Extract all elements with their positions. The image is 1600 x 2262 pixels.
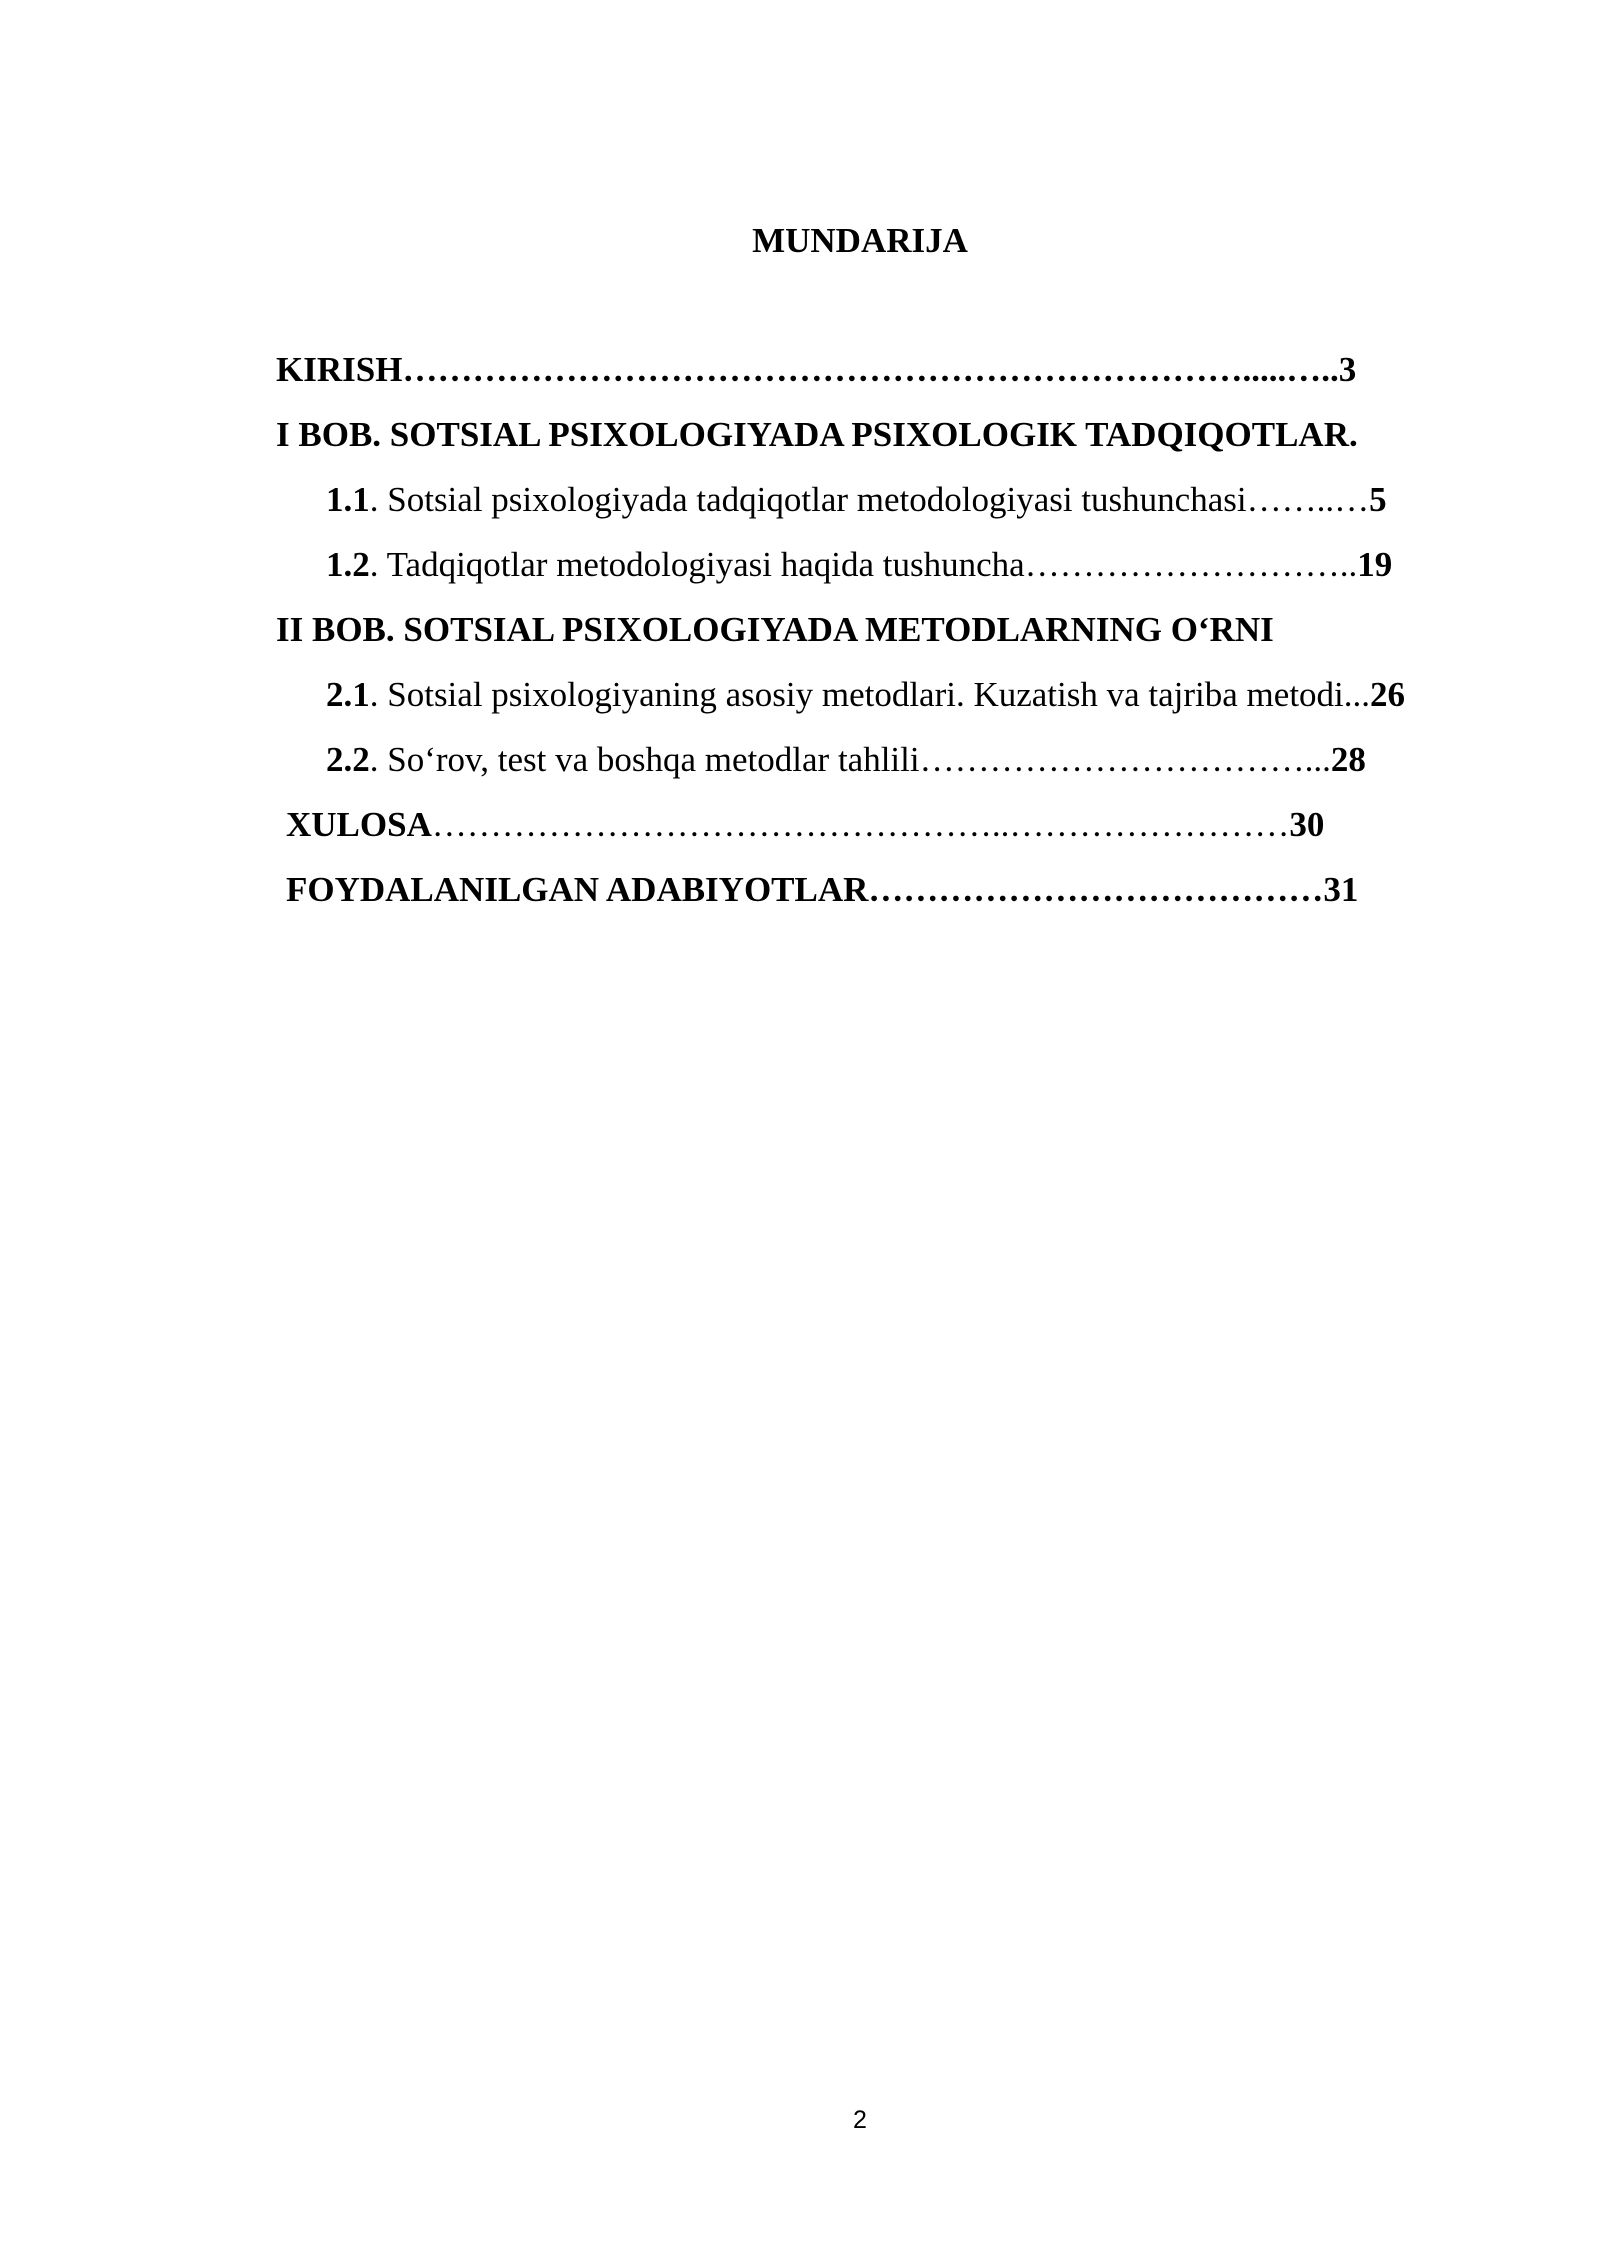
toc-section-2-1[interactable]: [326, 672, 1405, 718]
toc-entry-adabiyotlar[interactable]: [286, 867, 1358, 913]
toc-page: 28: [1330, 740, 1366, 779]
toc-page: 3: [1338, 350, 1357, 389]
toc-leader: ……………………………………………………………….....…..: [402, 350, 1339, 389]
toc-section-number: 1.1: [326, 480, 370, 519]
toc-page: 31: [1323, 870, 1359, 909]
toc-page: 30: [1289, 805, 1325, 844]
toc-page: 26: [1370, 675, 1406, 714]
toc-leader: ……………………………...: [919, 740, 1331, 779]
toc-label: II BOB. SOTSIAL PSIXOLOGIYADA METODLARNING O‘RNI: [276, 610, 1274, 649]
toc-leader: …………………………………………..……………………: [431, 805, 1290, 844]
toc-leader: ………………………..: [1024, 545, 1358, 584]
toc-section-number: 1.2: [326, 545, 370, 584]
toc-leader: ...: [1343, 675, 1371, 714]
toc-entry-kirish[interactable]: [276, 347, 1356, 393]
table-of-contents: [0, 347, 1600, 947]
page-title: MUNDARIJA: [752, 221, 968, 260]
toc-section-1-1[interactable]: [326, 477, 1387, 523]
toc-label: KIRISH: [276, 350, 403, 389]
toc-entry-xulosa[interactable]: [286, 802, 1324, 848]
toc-chapter-2[interactable]: [276, 607, 1274, 653]
toc-section-1-2[interactable]: [326, 542, 1392, 588]
toc-section-number: 2.2: [326, 740, 370, 779]
toc-section-text: . So‘rov, test va boshqa metodlar tahlili: [369, 740, 920, 779]
toc-leader: …………………………………: [868, 870, 1324, 909]
toc-label: XULOSA: [286, 805, 432, 844]
toc-section-2-2[interactable]: [326, 737, 1366, 783]
toc-page: 19: [1357, 545, 1393, 584]
page-number: 2: [853, 2106, 867, 2134]
toc-label: I BOB. SOTSIAL PSIXOLOGIYADA PSIXOLOGIK TADQIQOTLAR.: [276, 415, 1358, 454]
toc-section-text: . Tadqiqotlar metodologiyasi haqida tushuncha: [369, 545, 1025, 584]
toc-chapter-1[interactable]: [276, 412, 1358, 458]
toc-page: 5: [1369, 480, 1387, 519]
toc-label: FOYDALANILGAN ADABIYOTLAR: [286, 870, 869, 909]
toc-leader: ……..…: [1246, 480, 1370, 519]
toc-section-text: . Sotsial psixologiyaning asosiy metodlari. Kuzatish va tajriba metodi: [369, 675, 1344, 714]
toc-section-text: . Sotsial psixologiyada tadqiqotlar metodologiyasi tushunchasi: [369, 480, 1247, 519]
toc-section-number: 2.1: [326, 675, 370, 714]
